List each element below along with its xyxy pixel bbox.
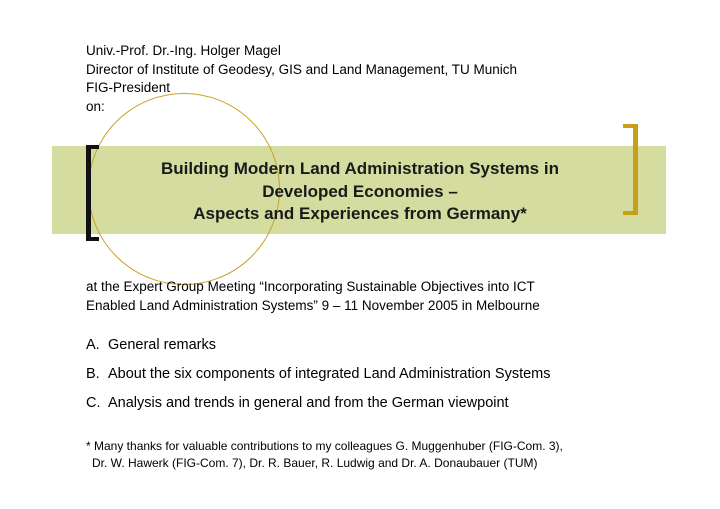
author-on: on: [86,98,105,114]
author-office: FIG-President [86,80,171,95]
footnote-line-2: Dr. W. Hawerk (FIG-Com. 7), Dr. R. Bauer, R. Ludwig and Dr. A. Donaubauer (TUM) [92,456,538,470]
title-line-1: Building Modern Land Administration Systems in [161,159,559,178]
outline-letter: C. [86,395,101,411]
footnote-line-1: * Many thanks for valuable contributions to my colleagues G. Muggenhuber (FIG-Com. 3), [86,439,563,453]
slide-title [100,158,620,226]
outline-item [86,337,551,366]
meeting-line-1: at the Expert Group Meeting “Incorporating Sustainable Objectives into ICT [86,279,535,294]
outline-item [86,395,551,424]
left-bracket-decoration [86,145,99,241]
title-line-2: Developed Economies – [262,181,458,201]
outline-letter: B. [86,366,100,382]
outline-list [86,337,551,424]
outline-letter: A. [86,337,100,353]
outline-text: General remarks [108,337,216,353]
author-name: Univ.-Prof. Dr.-Ing. Holger Magel [86,43,281,58]
meeting-line-2: Enabled Land Administration Systems” 9 – 11 November 2005 in Melbourne [86,298,540,313]
author-role: Director of Institute of Geodesy, GIS and Land Management, TU Munich [86,61,517,77]
outline-text: About the six components of integrated Land Administration Systems [108,366,551,382]
meeting-info [86,277,540,315]
outline-item [86,366,551,395]
title-line-3: Aspects and Experiences from Germany* [193,204,527,223]
outline-text: Analysis and trends in general and from the German viewpoint [108,395,509,411]
footnote [86,438,563,472]
right-bracket-decoration [623,124,638,215]
